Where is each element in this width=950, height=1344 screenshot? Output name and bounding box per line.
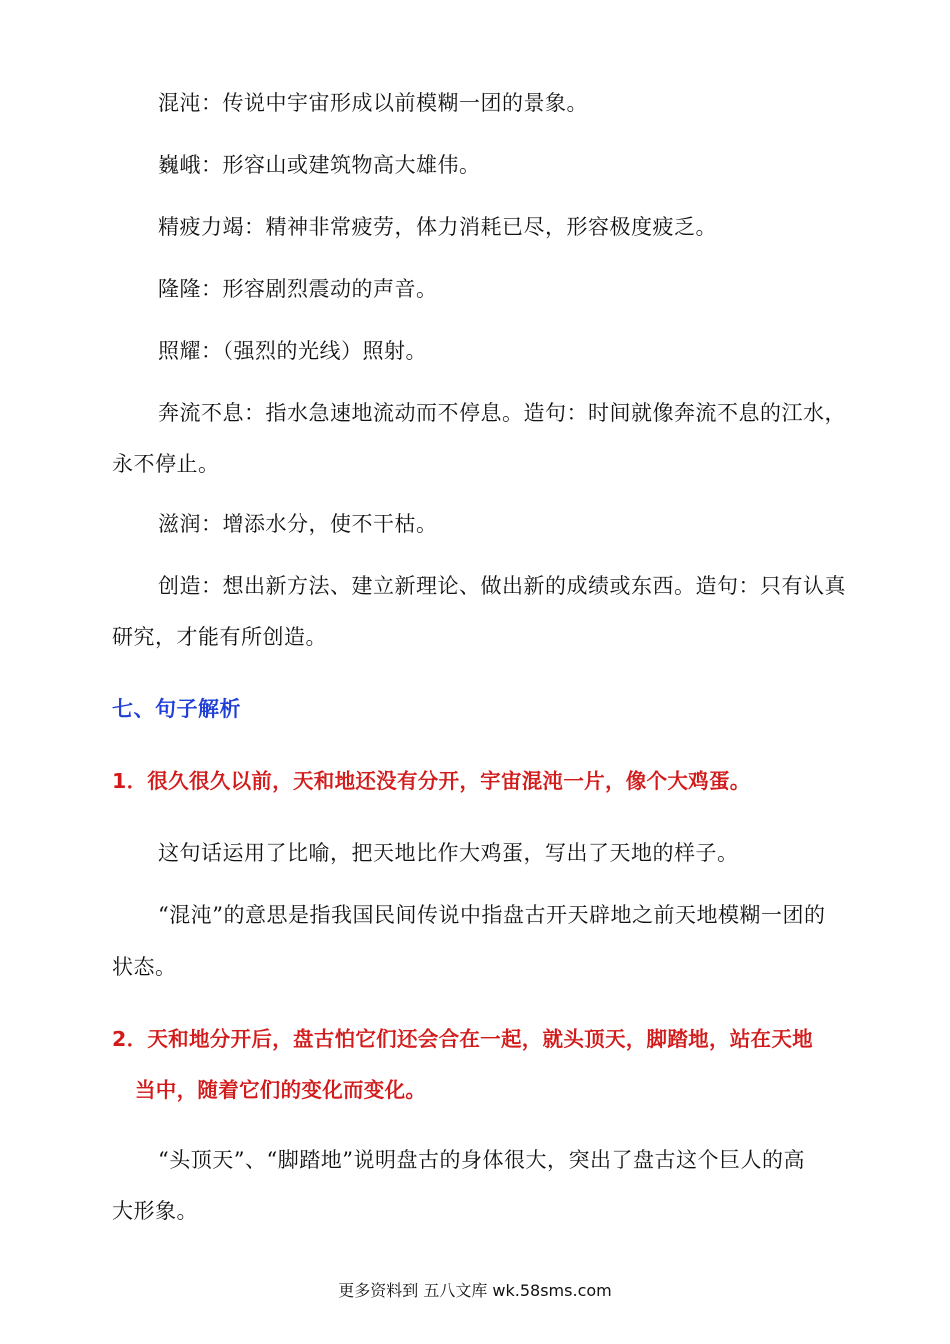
sentence-1-note-2-line2: 状态。	[112, 955, 177, 979]
sentence-1-note-2-line1: “混沌”的意思是指我国民间传说中指盘古开天辟地之前天地模糊一团的	[158, 903, 826, 927]
vocab-entry-zirun: 滋润：增添水分，使不干枯。	[158, 512, 438, 536]
section-heading: 七、句子解析	[112, 697, 241, 721]
vocab-entry-benliubuxi-line1: 奔流不息：指水急速地流动而不停息。造句：时间就像奔流不息的江水，	[158, 401, 846, 425]
sentence-2-note-1-line2: 大形象。	[112, 1199, 198, 1223]
sentence-2-title-line2: 当中，随着它们的变化而变化。	[135, 1078, 427, 1102]
vocab-entry-chuangzao-line1: 创造：想出新方法、建立新理论、做出新的成绩或东西。造句：只有认真	[158, 574, 846, 598]
sentence-2-note-1-line1: “头顶天”、“脚踏地”说明盘古的身体很大，突出了盘古这个巨人的高	[158, 1148, 805, 1172]
sentence-1-note-1: 这句话运用了比喻，把天地比作大鸡蛋，写出了天地的样子。	[158, 841, 739, 865]
vocab-entry-weie: 巍峨：形容山或建筑物高大雄伟。	[158, 153, 481, 177]
vocab-entry-benliubuxi-line2: 永不停止。	[112, 452, 220, 476]
vocab-entry-zhaoyao: 照耀：（强烈的光线）照射。	[158, 339, 427, 363]
sentence-1-title: 1．很久很久以前，天和地还没有分开，宇宙混沌一片，像个大鸡蛋。	[112, 769, 751, 793]
vocab-entry-hundun: 混沌：传说中宇宙形成以前模糊一团的景象。	[158, 91, 588, 115]
vocab-entry-chuangzao-line2: 研究，才能有所创造。	[112, 625, 327, 649]
vocab-entry-longlong: 隆隆：形容剧烈震动的声音。	[158, 277, 438, 301]
sentence-2-title-line1: 2．天和地分开后，盘古怕它们还会合在一起，就头顶天，脚踏地，站在天地	[112, 1027, 813, 1051]
footer-source: 更多资料到 五八文库 wk.58sms.com	[338, 1281, 612, 1300]
vocab-entry-jingpilijie: 精疲力竭：精神非常疲劳，体力消耗已尽，形容极度疲乏。	[158, 215, 717, 239]
